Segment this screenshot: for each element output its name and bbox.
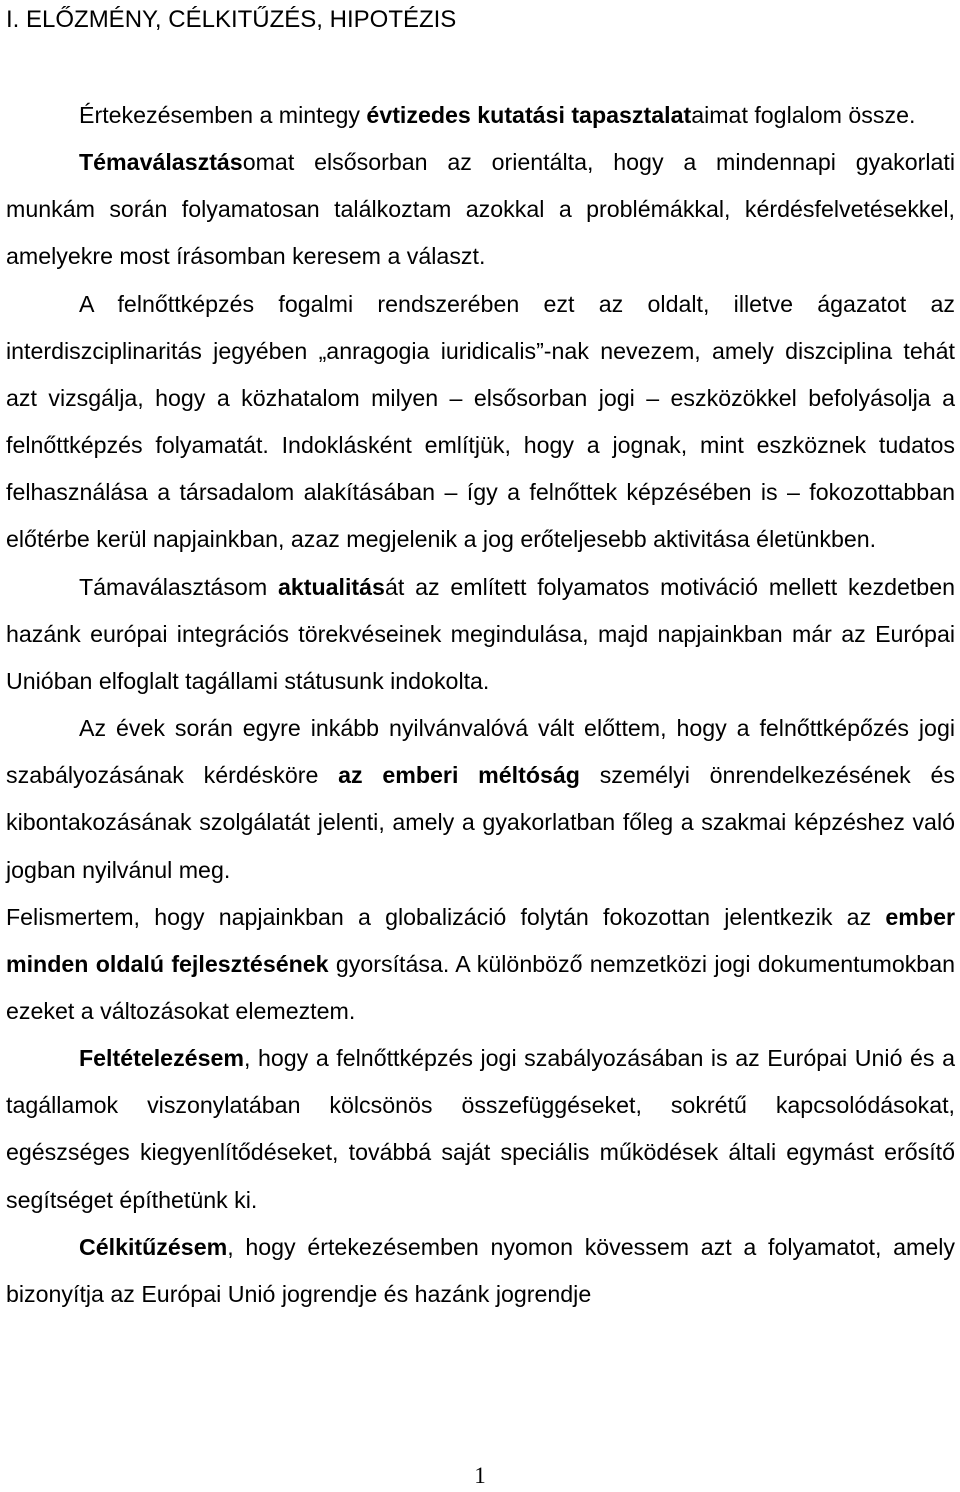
text-span: személyi önrendelkezésének és kibontakozásának szolgálatát jelenti, amely a gyakorlatban főleg a szakmai képzéshez való jogban nyilvánul meg.: [6, 762, 956, 883]
emphasis: Célkitűzésem: [79, 1233, 228, 1260]
emphasis: évtizedes kutatási tapasztalat: [366, 102, 692, 128]
text-span: , hogy értekezésemben nyomon kövessem azt a folyamatot, amely bizonyítja az Európai Unió jogrendje és hazánk jogrendje: [6, 1233, 955, 1307]
text-span: Értekezésemben a mintegy: [79, 102, 367, 128]
text-span: , hogy a felnőttképzés jogi szabályozásában is az Európai Unió és a tagállamok viszonylatában kölcsönös összefüggéseket, sokrétű kapcsolódásokat, egészséges kiegyenlítődéseket, továbbá saját speciális működések általi egymást erősítő segítséget építhetünk ki.: [6, 1045, 955, 1213]
paragraph-hypothesis: [6, 1035, 955, 1224]
body-text: [6, 92, 955, 1318]
paragraph-andragogy: [6, 281, 955, 564]
emphasis: Témaválasztás: [79, 149, 243, 176]
page-number: 1: [474, 1463, 486, 1488]
text-span: Támaválasztásom: [79, 573, 278, 600]
text-span: omat elsősorban az orientálta, hogy a mindennapi gyakorlati munkám során folyamatosan találkoztam azokkal a problémákkal, kérdésfelvetésekkel, amelyekre most írásomban keresem a választ.: [6, 149, 955, 270]
text-span: Az évek során egyre inkább nyilvánvalóvá vált előttem, hogy a felnőttképőzés jogi szabályozásának kérdésköre: [6, 715, 955, 789]
paragraph-topic-choice: [6, 139, 955, 280]
paragraph-human-dignity: [6, 705, 955, 894]
text-span: gyorsítása. A különböző nemzetközi jogi dokumentumokban ezeket a változásokat elemeztem.: [6, 950, 955, 1024]
text-span: A felnőttképzés fogalmi rendszerében ezt az oldalt, illetve ágazatot az interdiszciplinaritás jegyében „anragogia iuridicalis”-nak nevezem, amely diszciplina tehát azt vizsgálja, hogy a közhatalom milyen – elsősorban jogi – eszközökkel befolyásolja a felnőttképzés folyamatát. Indoklásként említjük, hogy a jognak, mint eszköznek tudatos felhasználása a társadalom alakításában – így a felnőttek képzésében is – fokozottabban előtérbe kerül napjainkban, azaz megjelenik a jog erőteljesebb aktivitása életünkben.: [6, 290, 955, 553]
section-heading: I. ELŐZMÉNY, CÉLKITŰZÉS, HIPOTÉZIS: [6, 6, 457, 33]
emphasis: Feltételezésem: [79, 1045, 244, 1072]
paragraph-intro: [6, 92, 955, 139]
paragraph-actuality: [6, 564, 955, 705]
text-span: Felismertem, hogy napjainkban a globalizáció folytán fokozottan jelentkezik az: [6, 903, 886, 930]
paragraph-globalization: [6, 894, 955, 1035]
text-span: aimat foglalom össze.: [691, 102, 916, 128]
text-span: át az említett folyamatos motiváció mellett kezdetben hazánk európai integrációs törekvéseinek megindulása, majd napjainkban már az Európai Unióban elfoglalt tagállami státusunk indokolta.: [6, 573, 955, 694]
emphasis: ember minden oldalú fejlesztésének: [6, 903, 955, 977]
emphasis: az emberi méltóság: [338, 762, 580, 789]
paragraph-objective: [6, 1224, 955, 1318]
emphasis: aktualitás: [277, 573, 385, 600]
